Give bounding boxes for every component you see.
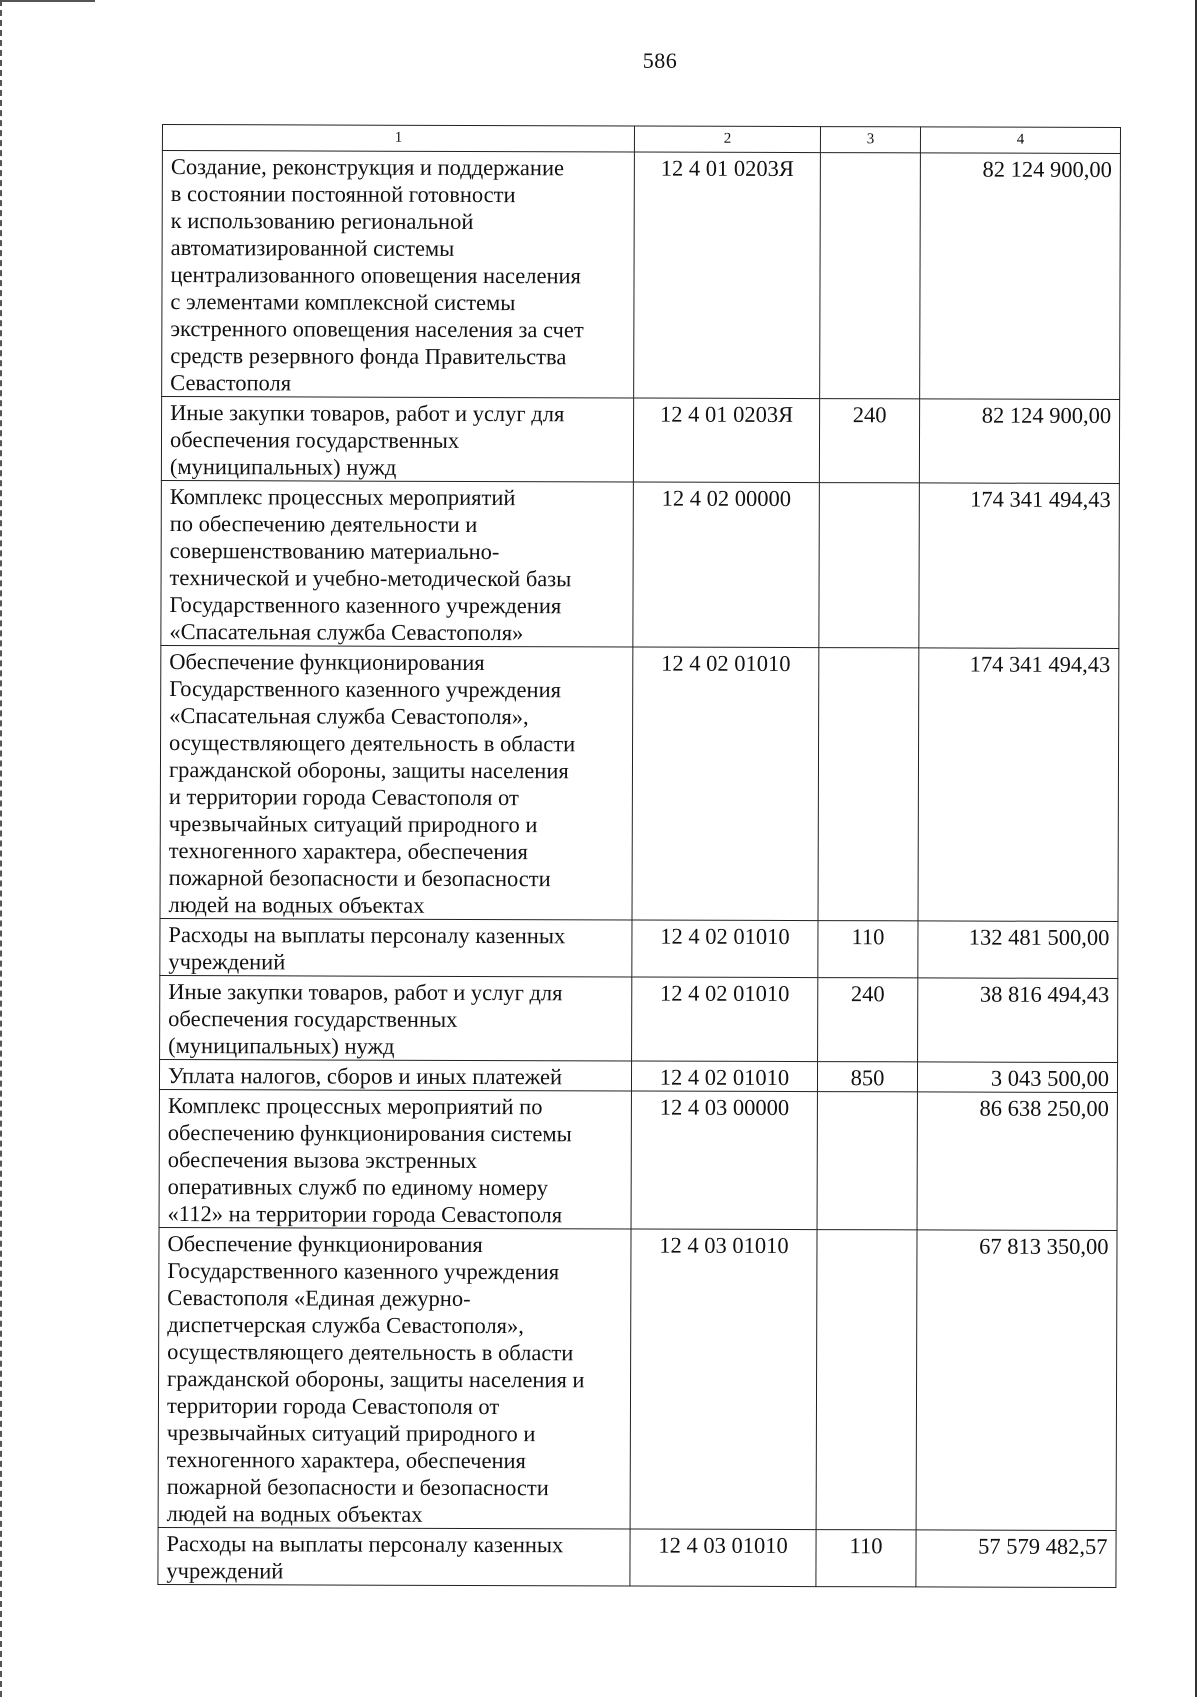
table-row (160, 975, 1118, 1062)
row-code: 12 4 02 00000 (633, 482, 820, 648)
row-name: Комплекс процессных мероприятий по обеспечению функционирования системы обеспечения вызова экстренных оперативных служб по единому номеру «112» на территории города Севастополя (159, 1089, 631, 1228)
row-type (817, 1092, 917, 1230)
row-amount: 174 341 494,43 (919, 483, 1120, 649)
row-amount: 82 124 900,00 (920, 153, 1121, 400)
row-code: 12 4 01 0203Я (634, 152, 821, 399)
row-amount: 86 638 250,00 (917, 1092, 1117, 1231)
row-name: Иные закупки товаров, работ и услуг для обеспечения государственных (муниципальных) нужд (160, 975, 632, 1060)
row-name: Расходы на выплаты персоналу казенных учреждений (158, 1527, 630, 1585)
row-code: 12 4 01 0203Я (633, 398, 819, 483)
row-amount: 67 813 350,00 (916, 1230, 1117, 1531)
row-type: 110 (816, 1530, 916, 1587)
row-name: Уплата налогов, сборов и иных платежей (159, 1059, 631, 1090)
row-type (816, 1230, 917, 1530)
scan-right-edge (1195, 0, 1197, 1697)
row-code: 12 4 03 01010 (630, 1229, 817, 1530)
table-row (162, 151, 1121, 400)
row-amount: 3 043 500,00 (917, 1062, 1117, 1093)
table-row (158, 1227, 1117, 1530)
row-name: Иные закупки товаров, работ и услуг для обеспечения государственных (муниципальных) нужд (161, 397, 633, 482)
table-header-row (162, 125, 1120, 154)
row-code: 12 4 03 00000 (631, 1091, 817, 1230)
table-row (161, 480, 1120, 648)
column-header-4: 4 (920, 127, 1120, 154)
row-amount: 132 481 500,00 (918, 921, 1118, 979)
row-amount: 82 124 900,00 (919, 399, 1119, 484)
row-code: 12 4 03 01010 (630, 1529, 816, 1587)
row-code: 12 4 02 01010 (632, 977, 818, 1062)
scan-top-edge (0, 0, 95, 2)
row-name: Расходы на выплаты персоналу казенных учреждений (160, 918, 632, 976)
row-amount: 57 579 482,57 (916, 1530, 1116, 1588)
table-row (159, 1059, 1117, 1092)
column-header-2: 2 (634, 126, 820, 153)
column-header-1: 1 (162, 125, 634, 152)
row-type: 110 (818, 921, 918, 978)
row-name: Обеспечение функционирования Государственного казенного учреждения Севастополя «Единая дежурно- диспетчерская служба Севастополя», осуществляющего деятельность в области гражданской обороны, защиты населения и территории города Севастополя от чрезвычайных ситуаций природного и техногенного характера, обеспечения пожарной безопасности и безопасности людей на водных объектах (158, 1227, 631, 1528)
row-type (818, 648, 919, 921)
row-code: 12 4 02 01010 (631, 1061, 817, 1092)
table-row (159, 1089, 1117, 1230)
table-row (160, 645, 1119, 921)
page-number: 586 (642, 48, 678, 73)
table-row (158, 1527, 1116, 1587)
row-type (819, 483, 920, 648)
row-type: 240 (818, 978, 918, 1062)
scan-left-edge (0, 0, 5, 1697)
row-type: 240 (819, 399, 919, 483)
row-code: 12 4 02 01010 (632, 920, 818, 978)
row-amount: 38 816 494,43 (918, 978, 1118, 1063)
row-name: Комплекс процессных мероприятий по обеспечению деятельности и совершенствованию материально- технической и учебно-методической базы Государственного казенного учреждения «Спасательная служба Севастополя» (161, 480, 634, 646)
table-row (160, 918, 1118, 978)
row-type (820, 153, 921, 399)
budget-table (157, 124, 1121, 1588)
row-code: 12 4 02 01010 (632, 647, 819, 921)
row-type: 850 (817, 1062, 917, 1092)
table-row (161, 397, 1119, 484)
row-amount: 174 341 494,43 (918, 648, 1119, 922)
row-name: Создание, реконструкция и поддержание в состоянии постоянной готовности к использованию региональной автоматизированной системы централизованного оповещения населения с элементами комплексной системы экстренного оповещения населения за счет средств резервного фонда Правительства Севастополя (162, 151, 635, 398)
column-header-3: 3 (820, 127, 920, 153)
row-name: Обеспечение функционирования Государственного казенного учреждения «Спасательная служба Севастополя», осуществляющего деятельность в области гражданской обороны, защиты населения и территории города Севастополя от чрезвычайных ситуаций природного и техногенного характера, обеспечения пожарной безопасности и безопасности людей на водных объектах (160, 645, 633, 919)
